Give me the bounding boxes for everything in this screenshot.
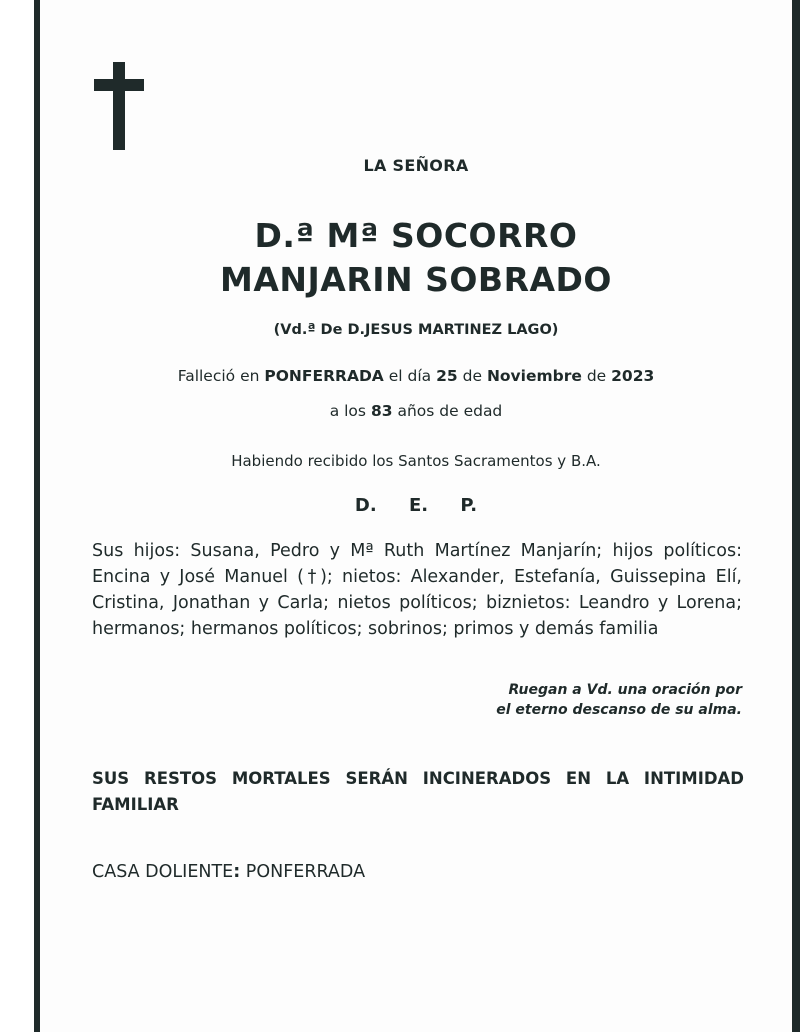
death-de-2: de [586, 367, 607, 385]
cross-icon [94, 62, 144, 150]
prayer-line-2: el eterno descanso de su alma. [496, 702, 742, 718]
prayer-request [342, 680, 742, 720]
death-day: 25 [436, 367, 458, 385]
deceased-name [40, 214, 792, 302]
casa-colon: : [233, 862, 241, 882]
prayer-line-1: Ruegan a Vd. una oración por [508, 682, 742, 698]
family-list: Sus hijos: Susana, Pedro y Mª Ruth Martínez Manjarín; hijos políticos: Encina y José Manuel (†); nietos: Alexander, Estefanía, Guissepina Elí, Cristina, Jonathan y Carla; nietos políticos; biznietos: Leandro y Lorena; hermanos; hermanos políticos; sobrinos; primos y demás familia [92, 541, 742, 639]
casa-doliente [92, 862, 365, 882]
death-place: PONFERRADA [264, 367, 384, 385]
age-years: 83 [370, 402, 393, 420]
dep-d: D. [354, 495, 377, 516]
dep-e: E. [408, 495, 429, 516]
dep-p: P. [460, 495, 478, 516]
age-prefix: a los [329, 402, 366, 420]
name-line-2: MANJARIN SOBRADO [220, 260, 612, 299]
casa-label: CASA DOLIENTE [92, 862, 234, 882]
death-info [40, 367, 792, 385]
death-prefix: Falleció en [177, 367, 260, 385]
death-de-1: de [462, 367, 482, 385]
heading: LA SEÑORA [363, 156, 469, 175]
death-year: 2023 [611, 367, 655, 385]
dep-initials [40, 495, 792, 516]
remains-notice: SUS RESTOS MORTALES SERÁN INCINERADOS EN LA INTIMIDAD FAMILIAR [92, 769, 744, 814]
name-line-1: D.ª Mª SOCORRO [254, 216, 578, 255]
widow-of: (Vd.ª De D.JESUS MARTINEZ LAGO) [273, 322, 559, 338]
death-month: Noviembre [486, 367, 582, 385]
casa-place: PONFERRADA [240, 862, 366, 882]
death-mid: el día [388, 367, 432, 385]
left-border [34, 0, 40, 1032]
age-suffix: años de edad [397, 402, 503, 420]
right-border [792, 0, 800, 1032]
age-info [40, 402, 792, 420]
sacraments: Habiendo recibido los Santos Sacramentos y B.A. [231, 452, 601, 470]
